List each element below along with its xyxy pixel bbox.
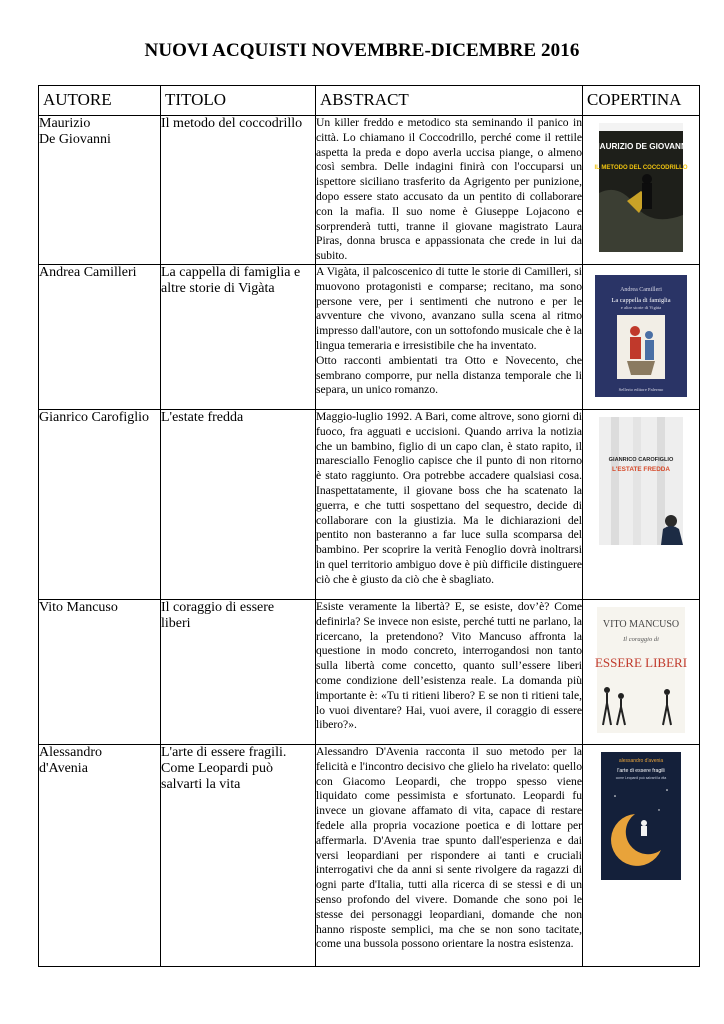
svg-text:come Leopardi può salvarti la: come Leopardi può salvarti la vita bbox=[615, 775, 667, 780]
book-author: Gianrico Carofiglio bbox=[39, 409, 161, 599]
svg-text:MAURIZIO DE GIOVANNI: MAURIZIO DE GIOVANNI bbox=[592, 142, 690, 151]
svg-text:Andrea Camilleri: Andrea Camilleri bbox=[620, 286, 662, 293]
book-author: Vito Mancuso bbox=[39, 599, 161, 744]
svg-text:Il coraggio di: Il coraggio di bbox=[623, 635, 659, 643]
column-header-author: AUTORE bbox=[39, 86, 161, 116]
column-header-abstract: ABSTRACT bbox=[316, 86, 583, 116]
book-cover-cell bbox=[583, 264, 700, 409]
book-title: La cappella di famiglia e altre storie di Vigàta bbox=[161, 264, 316, 409]
book-abstract: Un killer freddo e metodico sta seminando il panico in città. Lo chiamano il Coccodrillo, perché come il rettile aspetta la preda e dopo averla uccisa piange, o almeno così sembra. Delle indagini finirà con l'occuparsi un ispettore siciliano trasferito da Agrigento per punizione, dopo essere stato accusato da un pentito di collaborare con la mafia. Il suo nome è Giuseppe Lojacono e sorprenderà tutti, tranne il giovane magistrato Laura Piras, donna brusca e appassionata che crede in lui da subito. bbox=[316, 116, 583, 265]
svg-text:L'ESTATE FREDDA: L'ESTATE FREDDA bbox=[611, 465, 671, 473]
book-cover-cell bbox=[583, 116, 700, 265]
table-header-row bbox=[39, 86, 700, 116]
svg-text:IL METODO DEL COCCODRILLO: IL METODO DEL COCCODRILLO bbox=[594, 165, 688, 171]
crocodile-cover-art bbox=[592, 123, 690, 252]
book-cover bbox=[595, 275, 687, 397]
book-cover bbox=[592, 123, 690, 252]
svg-text:alessandro d'avenia: alessandro d'avenia bbox=[618, 757, 664, 764]
svg-text:La cappella di famiglia: La cappella di famiglia bbox=[611, 296, 671, 304]
book-abstract: Esiste veramente la libertà? E, se esiste, dov’è? Come definirla? Se invece non esiste, perché tutti ne parlano, la ricercano, la pretendono? Vito Mancuso affronta la questione in modo concreto, interrogandosi non tanto sulla libertà come concetto, quanto sull’essere liberi come condizione dell’esistenza reale. La domanda più importante è: «Tu ti ritieni libero? E se non ti ritieni tale, lo vuoi diventare? Hai, vuoi avere, il coraggio di essere libero?». bbox=[316, 599, 583, 744]
book-abstract: Alessandro D'Avenia racconta il suo metodo per la felicità e l'incontro decisivo che glielo ha rivelato: quello con Giacomo Leopardi, che troppo spesso viene liquidato come pessimista e sfortunato. Leopardi fu invece un giovane affamato di vita, capace di restare fedele alla propria vocazione poetica e di lottare per affermarla. D'Avenia trae spunto dall'esperienza e dai versi leopardiani per rispondere ai tanti e cruciali interrogativi che da anni si sente rivolgere da ragazzi di ogni parte d'Italia, tutti alla ricerca di se stessi e di un senso profondo del vivere. Domande che sono poi le stesse dei personaggi leopardiani, domande che non hanno risposte semplici, ma che se non sono tacitate, come una bussola possono orientare la nostra esistenza. bbox=[316, 744, 583, 966]
table-row bbox=[39, 264, 700, 409]
book-cover-cell bbox=[583, 409, 700, 599]
column-header-title: TITOLO bbox=[161, 86, 316, 116]
book-cover bbox=[601, 752, 681, 880]
book-title: L'estate fredda bbox=[161, 409, 316, 599]
page-title: NUOVI ACQUISTI NOVEMBRE-DICEMBRE 2016 bbox=[144, 40, 580, 61]
column-header-cover: COPERTINA bbox=[583, 86, 700, 116]
people-cover-art bbox=[594, 607, 688, 733]
book-cover-cell bbox=[583, 744, 700, 966]
book-title: Il coraggio di essere liberi bbox=[161, 599, 316, 744]
svg-text:GIANRICO CAROFIGLIO: GIANRICO CAROFIGLIO bbox=[608, 456, 674, 463]
book-author: Maurizio De Giovanni bbox=[39, 116, 161, 265]
svg-text:VITO MANCUSO: VITO MANCUSO bbox=[602, 618, 680, 630]
book-cover bbox=[594, 607, 688, 733]
book-cover-cell bbox=[583, 599, 700, 744]
book-abstract: Maggio-luglio 1992. A Bari, come altrove, sono giorni di fuoco, fra agguati e uccisioni. Quando arriva la notizia che un bambino, figlio di un capo clan, è stato rapito, il maresciallo Fenoglio capisce che il punto di non ritorno è stato raggiunto. Ora potrebbe accadere qualsiasi cosa. Inaspettatamente, il giovane boss che ha scatenato la guerra, e che tutti sospettano del sequestro, decide di collaborare con la giustizia. Ma le dichiarazioni del pentito non basteranno a far luce sulla scomparsa del bambino. Per scoprire la verità Fenoglio dovrà inoltrarsi in quel territorio ambiguo dove è più difficile distinguere ciò che è giusto da ciò che è sbagliato. bbox=[316, 409, 583, 599]
svg-text:e altre storie di Vigàta: e altre storie di Vigàta bbox=[620, 304, 662, 310]
book-title: Il metodo del coccodrillo bbox=[161, 116, 316, 265]
book-abstract: A Vigàta, il palcoscenico di tutte le storie di Camilleri, si muovono protagonisti e comparse; recitano, ma sono persone vere, per i sentimenti che nutrono e per le avventure che vivono, avanzano sulla scena al ritmo impresso dall'autore, con un sottofondo musicale che è la lingua temeraria e irresistibile che ha inventato. Otto racconti ambientati tra Otto e Novecento, che sembrano comporre, pur nella distanza temporale che li separa, un unico romanzo. bbox=[316, 264, 583, 409]
table-row bbox=[39, 599, 700, 744]
book-author: Alessandro d'Avenia bbox=[39, 744, 161, 966]
man-at-wall-cover-art bbox=[599, 417, 683, 545]
table-row bbox=[39, 409, 700, 599]
svg-text:l'arte di essere fragili: l'arte di essere fragili bbox=[617, 767, 665, 774]
table-row bbox=[39, 116, 700, 265]
book-author: Andrea Camilleri bbox=[39, 264, 161, 409]
figures-cover-art bbox=[595, 275, 687, 397]
moon-cover-art bbox=[601, 752, 681, 880]
books-table bbox=[38, 85, 700, 967]
svg-text:Sellerio editore Palermo: Sellerio editore Palermo bbox=[618, 386, 664, 392]
svg-text:ESSERE LIBERI: ESSERE LIBERI bbox=[594, 654, 688, 670]
table-row bbox=[39, 744, 700, 966]
book-title: L'arte di essere fragili. Come Leopardi può salvarti la vita bbox=[161, 744, 316, 966]
book-cover bbox=[599, 417, 683, 545]
